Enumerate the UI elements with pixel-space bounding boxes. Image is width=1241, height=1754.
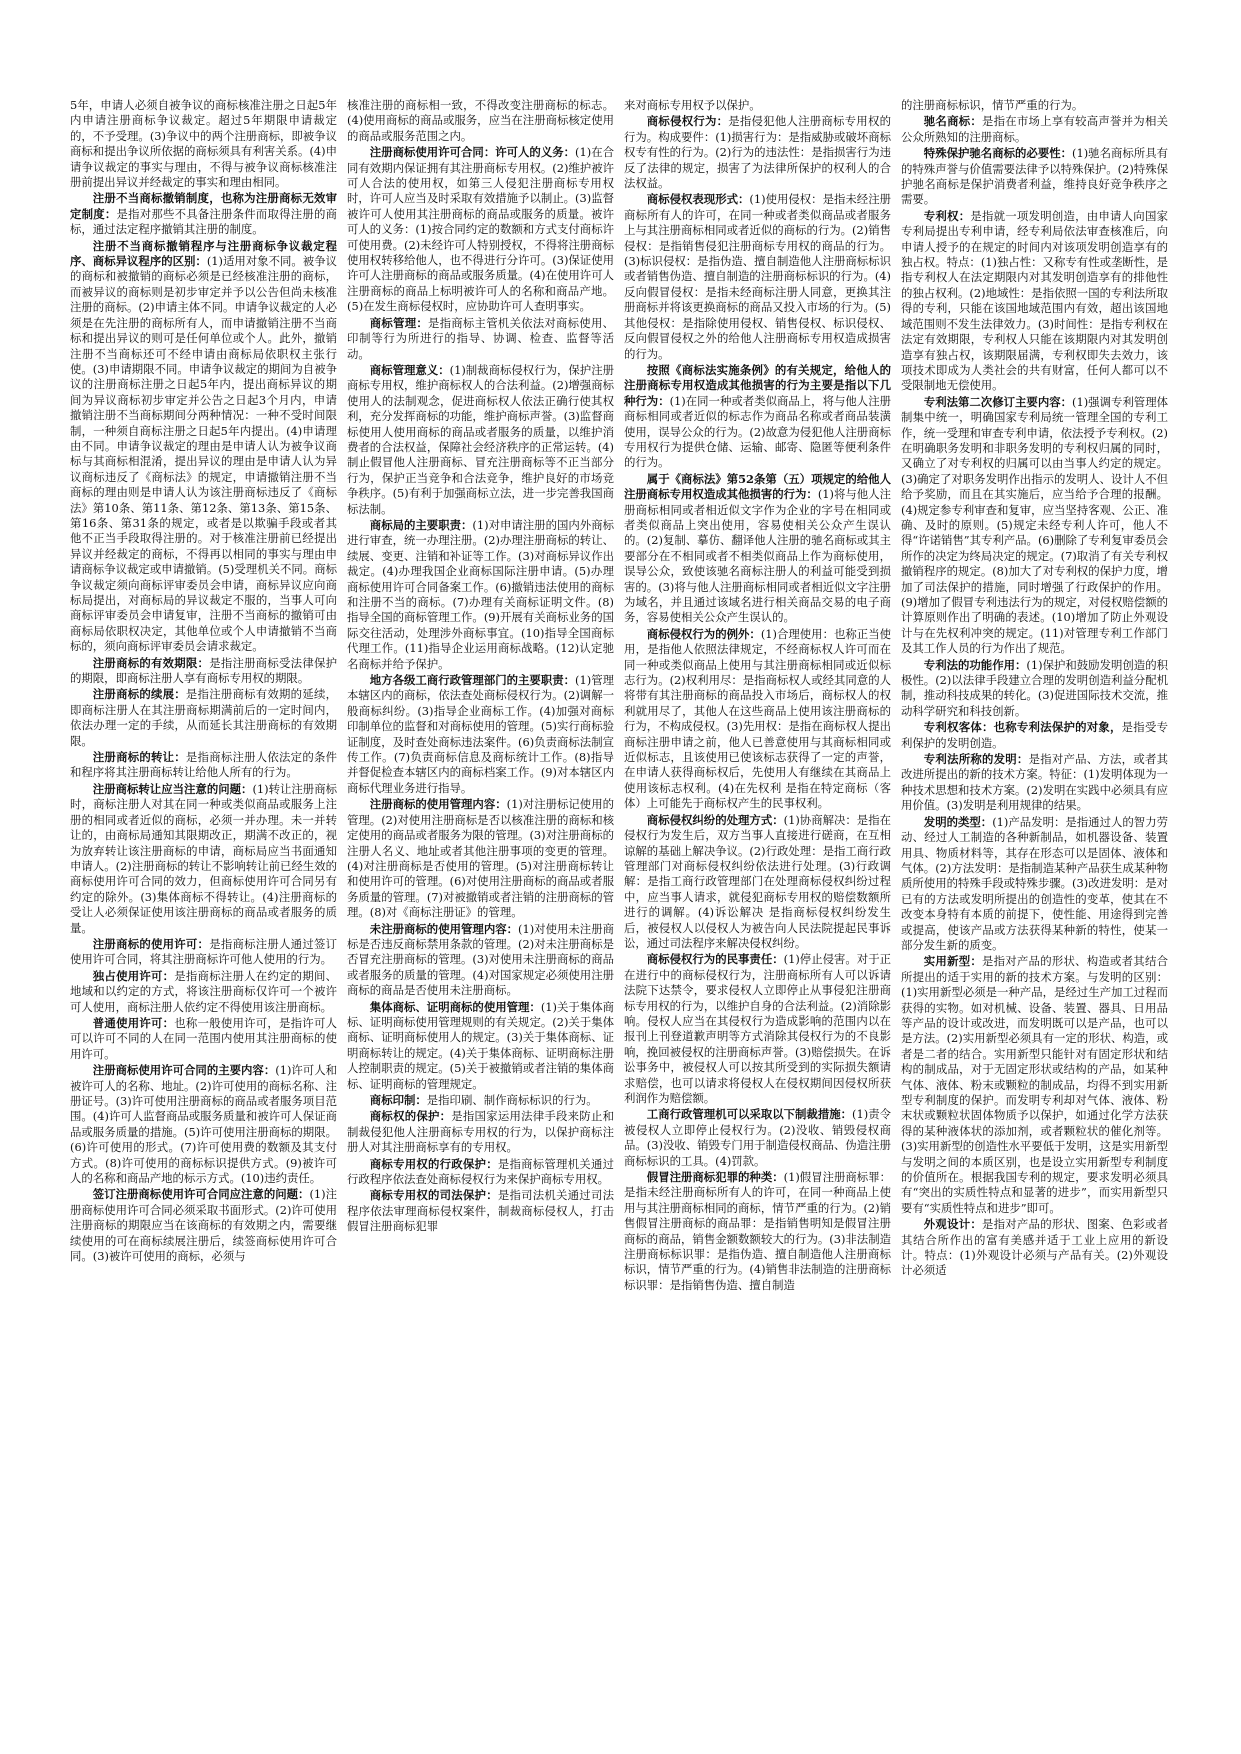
paragraph: 注册商标使用许可合同：许可人的义务：(1)在合同有效期内保证拥有其注册商标专用权。(2)维护被许可人合法的使用权，如第三人侵犯注册商标专用权时，许可人应当及时采取有效措施予以制止。(3)监督被许可人使用其注册商标的商品或服务的质量。被许可人的义务：(1)按合同约定的数额和方式支付商标许可使用费。(2)未经许可人特别授权，不得将注册商标使用权转移给他人，也不得进行分许可。(3)保证使用许可人注册商标的商品或服务质量。(4)在使用许可人注册商标的商品上标明被许可人的名称和商品产地。(5)在发生商标侵权时，应协助许可人查明事实。: [347, 145, 614, 314]
term-heading: 专利法第二次修订主要内容：: [923, 394, 1073, 409]
text-column-1: [70, 98, 337, 1723]
paragraph: 普通使用许可：也称一般使用许可，是指许可人可以许可不同的人在同一范围内使用其注册商标的使用许可。: [70, 1015, 337, 1061]
paragraph: 独占使用许可：是指商标注册人在约定的期间、地域和以约定的方式，将该注册商标仅许可一个被许可人使用，商标注册人依约定不得使用该注册商标。: [70, 968, 337, 1014]
term-heading: 按照《商标法实施条例》的有关规定，给他人的注册商标专用权造成其他损害的行为主要是指以下几种行为：: [624, 362, 891, 408]
paragraph: 专利法所称的发明：是指对产品、方法，或者其改进所提出的新的技术方案。特征：(1)发明体现为一种技术思想和技术方案。(2)发明在实践中必须具有应用价值。(3)发明是利用规律的结果。: [901, 752, 1168, 813]
paragraph: 签订注册商标使用许可合同应注意的问题：(1)注册商标使用许可合同必须采取书面形式。(2)许可使用注册商标的期限应当在该商标的有效期之内，需要继续使用的可在商标续展注册后，续签商标使用许可合同。(3)被许可使用的商标，必须与: [70, 1187, 337, 1264]
paragraph: 驰名商标：是指在市场上享有较高声誉并为相关公众所熟知的注册商标。: [901, 114, 1168, 144]
term-heading: 注册商标使用许可合同的主要内容：: [92, 1063, 276, 1078]
term-heading: 假冒注册商标犯罪的种类：: [646, 1170, 784, 1185]
term-heading: 商标管理意义：: [369, 362, 450, 377]
paragraph: 外观设计：是指对产品的形状、图案、色彩或者其结合所作出的富有美感并适于工业上应用的新设计。特点：(1)外观设计必须与产品有关。(2)外观设计必须适: [901, 1217, 1168, 1278]
term-heading: 专利法所称的发明：: [923, 752, 1029, 767]
term-heading: 商标侵权纠纷的处理方式：: [646, 812, 784, 827]
paragraph: 地方各级工商行政管理部门的主要职责：(1)管理本辖区内的商标，依法查处商标侵权行为。(2)调解一般商标纠纷。(3)指导企业商标工作。(4)加强对商标印制单位的监督和对商标使用的管理。(5)实行商标验证制度，及时查处商标违法案件。(6)负责商标法制宣传工作。(7)负责商标信息及商标统计工作。(8)指导并督促检查本辖区内的商标档案工作。(9)对本辖区内商标代理业务进行指导。: [347, 673, 614, 795]
term-heading: 注册商标的有效期限：: [92, 655, 210, 670]
paragraph: 按照《商标法实施条例》的有关规定，给他人的注册商标专用权造成其他损害的行为主要是指以下几种行为：(1)在同一种或者类似商品上，将与他人注册商标相同或者近似的标志作为商品名称或者商品装潢使用，误导公众的行为。(2)故意为侵犯他人注册商标专用权行为提供仓储、运输、邮寄、隐匿等便利条件的行为。: [624, 362, 891, 470]
paragraph: 商标权的保护：是指国家运用法律手段来防止和制裁侵犯他人注册商标专用权的行为，以保护商标注册人对其注册商标享有的专用权。: [347, 1109, 614, 1155]
text-column-3: [624, 98, 891, 1723]
paragraph: 核准注册的商标相一致，不得改变注册商标的标志。(4)使用商标的商品或服务，应当在注册商标核定使用的商品或服务范围之内。: [347, 98, 614, 143]
text-column-2: [347, 98, 614, 1723]
term-heading: 专利权客体：也称专利法保护的对象，: [923, 720, 1122, 735]
paragraph: 注册不当商标撤销程序与注册商标争议裁定程序、商标异议程序的区别：(1)适用对象不同。被争议的商标和被撤销的商标必须是已经核准注册的商标，而被异议的商标则是初步审定并予以公告但尚未核准注册的商标。(2)申请主体不同。申请争议裁定的人必须是在先注册的商标所有人，而申请撤销注册不当商标和提出异议的则可是任何单位或个人。此外，撤销注册不当商标还可不经申请由商标局依职权主张行使。(3)申请期限不同。申请争议裁定的期间为自被争议的注册商标注册之日起5年内，提出商标异议的期间为异议商标初步审定并公告之日起3个月内，申请撤销注册不当商标期间分两种情况：一种不受时间限制，一种须自商标注册之日起5年内提出。(4)申请理由不同。申请争议裁定的理由是申请人认为被争议商标与其商标相混淆，提出异议的理由是申请人认为异议商标违反了《商标法》的规定，申请撤销注册不当商标的理由则是申请人认为该注册商标违反了《商标法》第10条、第11条、第12条、第13条、第15条、第16条、第31条的规定，或者是以欺骗手段或者其他不正当手段取得注册的。对于核准注册前已经提出异议并经裁定的商标，不得再以相同的事实与理由申请商标争议裁定或申请撤销。(5)受理机关不同。商标争议裁定须向商标评审委员会申请，商标异议应向商标局提出，对商标局的异议裁定不服的，当事人可向商标评审委员会申请复审，注册不当商标的撤销可由商标局依职权决定，其他单位或个人申请撤销不当商标的，须向商标评审委员会请求裁定。: [70, 238, 337, 654]
paragraph: 商标管理意义：(1)制裁商标侵权行为，保护注册商标专用权，维护商标权人的合法利益。(2)增强商标使用人的法制观念，促进商标权人依法正确行使其权利，充分发挥商标的功能，维护商标声誉。(3)监督商标使用人使用商标的商品或者服务的质量，以维护消费者的合法权益，保障社会经济秩序的正常运转。(4)制止假冒他人注册商标、冒充注册商标等不正当部分行为，保护正当竞争和合法竞争，维护良好的市场竞争秩序。(5)有利于加强商标立法，进一步完善我国商标法制。: [347, 362, 614, 516]
term-heading: 商标侵权行为的民事责任：: [646, 952, 784, 967]
text-column-4: [901, 98, 1168, 1723]
paragraph: 发明的类型：(1)产品发明：是指通过人的智力劳动、经过人工制造的各种新制品，如机器设备、装置用具、物质材料等，其存在形态可以是固体、液体和气体。(2)方法发明：是指制造某种产品获生成某种物质所使用的特殊手段或特殊步骤。(3)改进发明：是对已有的方法或发明所提出的创造性的变革，使其在不改变本身特有本质的前提下，使性能、用途得到完善或提高，使该产品或方法获得某种新的特性，使某一部分发生新的质变。: [901, 814, 1168, 952]
paragraph: 特殊保护驰名商标的必要性：(1)驰名商标所具有的特殊声誉与价值需要法律予以特殊保护。(2)特殊保护驰名商标是保护消费者利益，维持良好竞争秩序之需要。: [901, 146, 1168, 207]
paragraph: 专利法的功能作用：(1)保护和鼓励发明创造的积极性。(2)以法律手段建立合理的发明创造利益分配机制，推动科技成果的转化。(3)促进国际技术交流，推动科学研究和科技创新。: [901, 657, 1168, 718]
paragraph: 实用新型：是指对产品的形状、构造或者其结合所提出的适于实用的新的技术方案。与发明的区别：(1)实用新型必须是一种产品，是经过生产加工过程而获得的实物。如对机械、设备、装置、器具、日用品等产品的设计或改进，而发明既可以是产品，也可以是方法。(2)实用新型必须具有一定的形状、构造，或者是二者的结合。实用新型只能针对有固定形状和结构的制成品，对于无固定形状或结构的产品，如某种气体、液体、粉末或颗粒的制成品，均得不到实用新型专利制度的保护。而发明专利却对气体、液体、粉末状或颗粒状固体物质予以保护，如通过化学方法获得的某种液体状的添加剂，或者颗粒状的催化剂等。(3)实用新型的创造性水平要低于发明，这是实用新型与发明之间的本质区别，也是设立实用新型专利制度的价值所在。根据我国专利的规定，要求发明必须具有“突出的实质性特点和显著的进步”，而实用新型只要有“实质性特点和进步”即可。: [901, 954, 1168, 1215]
term-heading: 注册不当商标撤销程序与注册商标争议裁定程序、商标异议程序的区别：: [70, 238, 337, 269]
term-heading: 商标侵权表现形式：: [646, 192, 750, 207]
term-heading: 商标管理：: [369, 315, 428, 330]
paragraph: 商标侵权纠纷的处理方式：(1)协商解决：是指在侵权行为发生后，双方当事人直接进行磋商，在互相谅解的基础上解决争议。(2)行政处理：是指工商行政管理部门对商标侵权纠纷依法进行处理。(3)行政调解：是指工商行政管理部门在处理商标侵权纠纷过程中，应当事人请求，就侵犯商标专用权的赔偿数额所进行的调解。(4)诉讼解决 是指商标侵权纠纷发生后，被侵权人以侵权人为被告向人民法院提起民事诉讼，通过司法程序来解决侵权纠纷。: [624, 812, 891, 950]
term-heading: 注册不当商标撤销制度，也称为注册商标无效审定制度：: [70, 191, 337, 221]
paragraph: 注册商标的转让：是指商标注册人依法定的条件和程序将其注册商标转让给他人所有的行为。: [70, 750, 337, 780]
term-heading: 专利法的功能作用：: [923, 657, 1027, 672]
term-heading: 普通使用许可：: [92, 1015, 175, 1030]
term-heading: 注册商标的使用许可：: [92, 936, 210, 951]
term-heading: 商标侵权行为：: [646, 114, 729, 129]
term-heading: 实用新型：: [923, 954, 982, 969]
term-heading: 注册商标的续展：: [92, 687, 186, 702]
term-heading: 注册商标的使用管理内容：: [369, 797, 507, 812]
paragraph: 工商行政管理机可以采取以下制裁措施：(1)责令被侵权人立即停止侵权行为。(2)没收、销毁侵权商品。(3)没收、销毁专门用于制造侵权商品、伪造注册商标标识的工具。(4)罚款。: [624, 1107, 891, 1168]
term-heading: 注册商标的转让：: [92, 750, 186, 765]
paragraph: 商标侵权行为的例外：(1)合理使用：也称正当使用，是指他人依照法律规定，不经商标权人许可而在同一种或类似商品上使用与其注册商标相同或近似标志行为。(2)权利用尽：是指商标权人或经其同意的人将带有其注册商标的商品投入市场后，商标权人的权利就用尽了，其他人在这些商品上使用该注册商标的行为，不构成侵权。(3)先用权：是指在商标权人提出商标注册申请之前，他人已善意使用与其商标相同或近似标志，且该使用已使该标志获得了一定的声誉，在申请人获得商标权后，先使用人有继续在其商品上使用该标志权利。(4)在先权利 是指在特定商标（客体）上可能先于商标权产生的民事权利。: [624, 626, 891, 811]
document-page: [70, 98, 1170, 1723]
paragraph: 未注册商标的使用管理内容：(1)对使用未注册商标是否违反商标禁用条款的管理。(2)对未注册商标是否冒充注册商标的管理。(3)对使用未注册商标的商品或者服务的质量的管理。(4)对国家规定必须使用注册商标的商品是否使用未注册商标。: [347, 921, 614, 998]
paragraph: 假冒注册商标犯罪的种类：(1)假冒注册商标罪：是指未经注册商标所有人的许可，在同一种商品上使用与其注册商标相同的商标，情节严重的行为。(2)销售假冒注册商标的商品罪：是指销售明知是假冒注册商标的商品，销售金额数额较大的行为。(3)非法制造注册商标标识罪：是指伪造、擅自制造他人注册商标标识，情节严重的行为。(4)销售非法制造的注册商标标识罪：是指销售伪造、擅自制造: [624, 1170, 891, 1292]
paragraph: 集体商标、证明商标的使用管理：(1)关于集体商标、证明商标使用管理规则的有关规定。(2)关于集体商标、证明商标使用人的规定。(3)关于集体商标、证明商标转让的规定。(4)关于集体商标、证明商标注册人控制职责的规定。(5)关于被撤销或者注销的集体商标、证明商标的管理规定。: [347, 999, 614, 1091]
paragraph: 注册商标转让应当注意的问题：(1)转让注册商标时，商标注册人对其在同一种或类似商品或服务上注册的相同或者近似的商标，必须一并办理。未一并转让的，由商标局通知其限期改正，期满不改正的，视为放弃转让该注册商标的申请，商标局应当书面通知申请人。(2)注册商标的转让不影响转让前已经生效的商标使用许可合同的效力，但商标使用许可合同另有约定的除外。(3)集体商标不得转让。(4)注册商标的受让人必须保证使用该注册商标的商品或者服务的质量。: [70, 781, 337, 935]
term-heading: 注册商标使用许可合同：许可人的义务：: [369, 145, 576, 160]
paragraph: 注册商标的使用管理内容：(1)对注册标记使用的管理。(2)对使用注册商标是否以核准注册的商标和核定使用的商品或者服务为限的管理。(3)对注册商标的注册人名义、地址或者其他注册事项的变更的管理。(4)对注册商标是否使用的管理。(5)对注册商标转让和使用许可的管理。(6)对使用注册商标的商品或者服务质量的管理。(7)对被撤销或者注销的注册商标的管理。(8)对《商标注册证》的管理。: [347, 797, 614, 920]
paragraph: 注册商标的使用许可：是指商标注册人通过签订使用许可合同，将其注册商标许可他人使用的行为。: [70, 936, 337, 967]
term-heading: 地方各级工商行政管理部门的主要职责：: [369, 673, 576, 688]
term-heading: 商标专用权的司法保护：: [369, 1188, 498, 1203]
paragraph: 商标专用权的司法保护：是指司法机关通过司法程序依法审理商标侵权案件，制裁商标侵权人，打击假冒注册商标犯罪: [347, 1188, 614, 1234]
term-heading: 属于《商标法》第52条第（五）项规定的给他人注册商标专用权造成其他损害的行为：: [624, 471, 891, 502]
term-heading: 签订注册商标使用许可合同应注意的问题：: [92, 1187, 310, 1202]
paragraph: 商标印制：是指印刷、制作商标标识的行为。: [369, 1093, 598, 1107]
paragraph: 专利权：是指就一项发明创造，由申请人向国家专利局提出专利申请，经专利局依法审查核准后，向申请人授予的在规定的时间内对该项发明创造享有的独占权。特点：(1)独占性：又称专有性或垄断性，是指专利权人在法定期限内对其发明创造享有的排他性的独占权利。(2)地域性：是指依照一国的专利法所取得的专利，只能在该国地域范围内有效，超出该国地域范围则不发生法律效力。(3)时间性：是指专利权在法定有效期限，专利权人只能在该期限内对其发明创造享有独占权，该期限届满，专利权即失去效力，该项技术即成为人类社会的共有财富，任何人都可以不受限制地无偿使用。: [901, 208, 1168, 393]
paragraph: 专利法第二次修订主要内容：(1)强调专利管理体制集中统一，明确国家专利局统一管理全国的专利工作，统一受理和审查专利申请，依法授予专利权。(2)在明确职务发明和非职务发明的专利权归属的同时，又确立了对专利权的归属可以由当事人约定的规定。(3)确定了对职务发明作出指示的发明人、设计人不但给予奖励，而且在其实施后，应当给予合理的报酬。(4)规定参专利审查和复审，应当坚持客观、公正、准确、及时的原则。(5)规定未经专利人许可，他人不得“许诺销售”其专利产品。(6)删除了专利复审委员会所作的决定为终局决定的规定。(7)取消了有关专利权撤销程序的规定。(8)加大了对专利权的保护力度，增加了司法保护的措施，同时增强了行政保护的作用。(9)增加了假冒专利违法行为的规定，对侵权赔偿额的计算原则作出了明确的表述。(10)增加了防止外观设计与在先权利冲突的规定。(11)对管理专利工作部门及其工作人员的行为作出了规范。: [901, 394, 1168, 656]
term-heading: 专利权：: [923, 208, 971, 223]
term-heading: 独占使用许可：: [92, 968, 175, 983]
term-heading: 商标权的保护：: [369, 1109, 452, 1124]
paragraph: 注册商标使用许可合同的主要内容：(1)许可人和被许可人的名称、地址。(2)许可使用的商标名称、注册证号。(3)许可使用注册商标的商品或者服务项目范围。(4)许可人监督商品或服务质量和被许可人保证商品或服务质量的措施。(5)许可使用注册商标的期限。(6)许可使用的形式。(7)许可使用费的数额及其支付方式。(8)许可使用的商标标识提供方式。(9)被许可人的名称和商品产地的标示方式。(10)违约责任。: [70, 1063, 337, 1186]
term-heading: 驰名商标：: [923, 114, 982, 129]
term-heading: 发明的类型：: [923, 814, 993, 829]
paragraph: 商标管理：是指商标主管机关依法对商标使用、印制等行为所进行的指导、协调、检查、监督等活动。: [347, 315, 614, 361]
paragraph: 注册商标的有效期限：是指注册商标受法律保护的期限，即商标注册人享有商标专用权的期限。: [70, 655, 337, 686]
paragraph: 专利权客体：也称专利法保护的对象，是指受专利保护的发明创造。: [901, 720, 1168, 750]
term-heading: 商标专用权的行政保护：: [369, 1156, 498, 1171]
term-heading: 商标印制：: [369, 1093, 427, 1107]
term-heading: 特殊保护驰名商标的必要性：: [923, 146, 1073, 161]
paragraph: 注册不当商标撤销制度，也称为注册商标无效审定制度：是指对那些不具备注册条件而取得注册的商标，通过法定程序撤销其注册的制度。: [70, 191, 337, 237]
paragraph: 商标侵权表现形式：(1)使用侵权：是指未经注册商标所有人的许可，在同一种或者类似商品或者服务上与其注册商标相同或者近似的商标的行为。(2)销售侵权：是指销售侵犯注册商标专用权的商品的行为。(3)标识侵权：是指伪造、擅自制造他人注册商标标识或者销售伪造、擅自制造的注册商标标识的行为。(4)反向假冒侵权：是指未经商标注册人同意，更换其注册商标并将该更换商标的商品又投入市场的行为。(5)其他侵权：是指除使用侵权、销售侵权、标识侵权、反向假冒侵权之外的给他人注册商标专用权造成损害的行为。: [624, 192, 891, 361]
paragraph: 商标侵权行为的民事责任：(1)停止侵害。对于正在进行中的商标侵权行为，注册商标所有人可以诉请法院下达禁令，要求侵权人立即停止从事侵犯注册商标专用权的行为，以维护自身的合法利益。(2)消除影响。侵权人应当在其侵权行为造成影响的范围内以在报刊上刊登道歉声明等方式消除其侵权行为的不良影响，挽回被侵权的注册商标声誉。(3)赔偿损失。在诉讼事务中，被侵权人可以按其所受到的实际损失额请求赔偿，也可以请求将侵权人在侵权期间因侵权所获利润作为赔偿额。: [624, 952, 891, 1105]
paragraph: 属于《商标法》第52条第（五）项规定的给他人注册商标专用权造成其他损害的行为：(1)将与他人注册商标相同或者相近似文字作为企业的字号在相同或者类似商品上突出使用，容易使相关公众产生误认的。(2)复制、摹仿、翻译他人注册的驰名商标或其主要部分在不相同或者不相类似商品上作为商标使用，误导公众，致使该驰名商标注册人的利益可能受到损害的。(3)将与他人注册商标相同或者相近似文字注册为域名，并且通过该域名进行相关商品交易的电子商务，容易使相关公众产生误认的。: [624, 471, 891, 625]
term-heading: 工商行政管理机可以采取以下制裁措施：: [646, 1107, 853, 1122]
paragraph: 商标专用权的行政保护：是指商标管理机关通过行政程序依法查处商标侵权行为来保护商标专用权。: [347, 1156, 614, 1187]
term-heading: 商标侵权行为的例外：: [646, 626, 761, 641]
paragraph: 的注册商标标识，情节严重的行为。: [901, 98, 1084, 112]
paragraph: 注册商标的续展：是指注册商标有效期的延续，即商标注册人在其注册商标期满前后的一定时间内，依法办理一定的手续，从而延长其注册商标的有效期限。: [70, 687, 337, 748]
term-heading: 集体商标、证明商标的使用管理：: [369, 999, 541, 1014]
paragraph: 来对商标专用权予以保护。: [624, 98, 761, 112]
paragraph: 商标局的主要职责：(1)对申请注册的国内外商标进行审查，统一办理注册。(2)办理注册商标的转让、续展、变更、注销和补证等工作。(3)对商标异议作出裁定。(4)办理我国企业商标国际注册申请。(5)办理商标使用许可合同备案工作。(6)撤销违法使用的商标和注册不当的商标。(7)办理有关商标证明文件。(8)指导全国的商标管理工作。(9)开展有关商标业务的国际交往活动，处理涉外商标事宜。(10)指导全国商标代理工作。(11)指导企业运用商标战略。(12)认定驰名商标并给予保护。: [347, 517, 614, 671]
paragraph: 5年，申请人必须自被争议的商标核准注册之日起5年内申请注册商标争议裁定。超过5年期限申请裁定的，不予受理。(3)争议中的两个注册商标，即被争议商标和提出争议所依据的商标须具有利害关系。(4)申请争议裁定的事实与理由，不得与被争议商标核准注册前提出异议并经裁定的事实和理由相同。: [70, 98, 337, 190]
term-heading: 注册商标转让应当注意的问题：: [92, 781, 253, 796]
term-heading: 商标局的主要职责：: [369, 517, 473, 532]
term-heading: 外观设计：: [923, 1217, 982, 1232]
term-heading: 未注册商标的使用管理内容：: [369, 921, 519, 936]
paragraph: 商标侵权行为：是指侵犯他人注册商标专用权的行为。构成要件：(1)损害行为：是指威胁或破坏商标权专有性的行为。(2)行为的违法性：是指损害行为违反了法律的规定，损害了为法律所保护的权利人的合法权益。: [624, 114, 891, 191]
